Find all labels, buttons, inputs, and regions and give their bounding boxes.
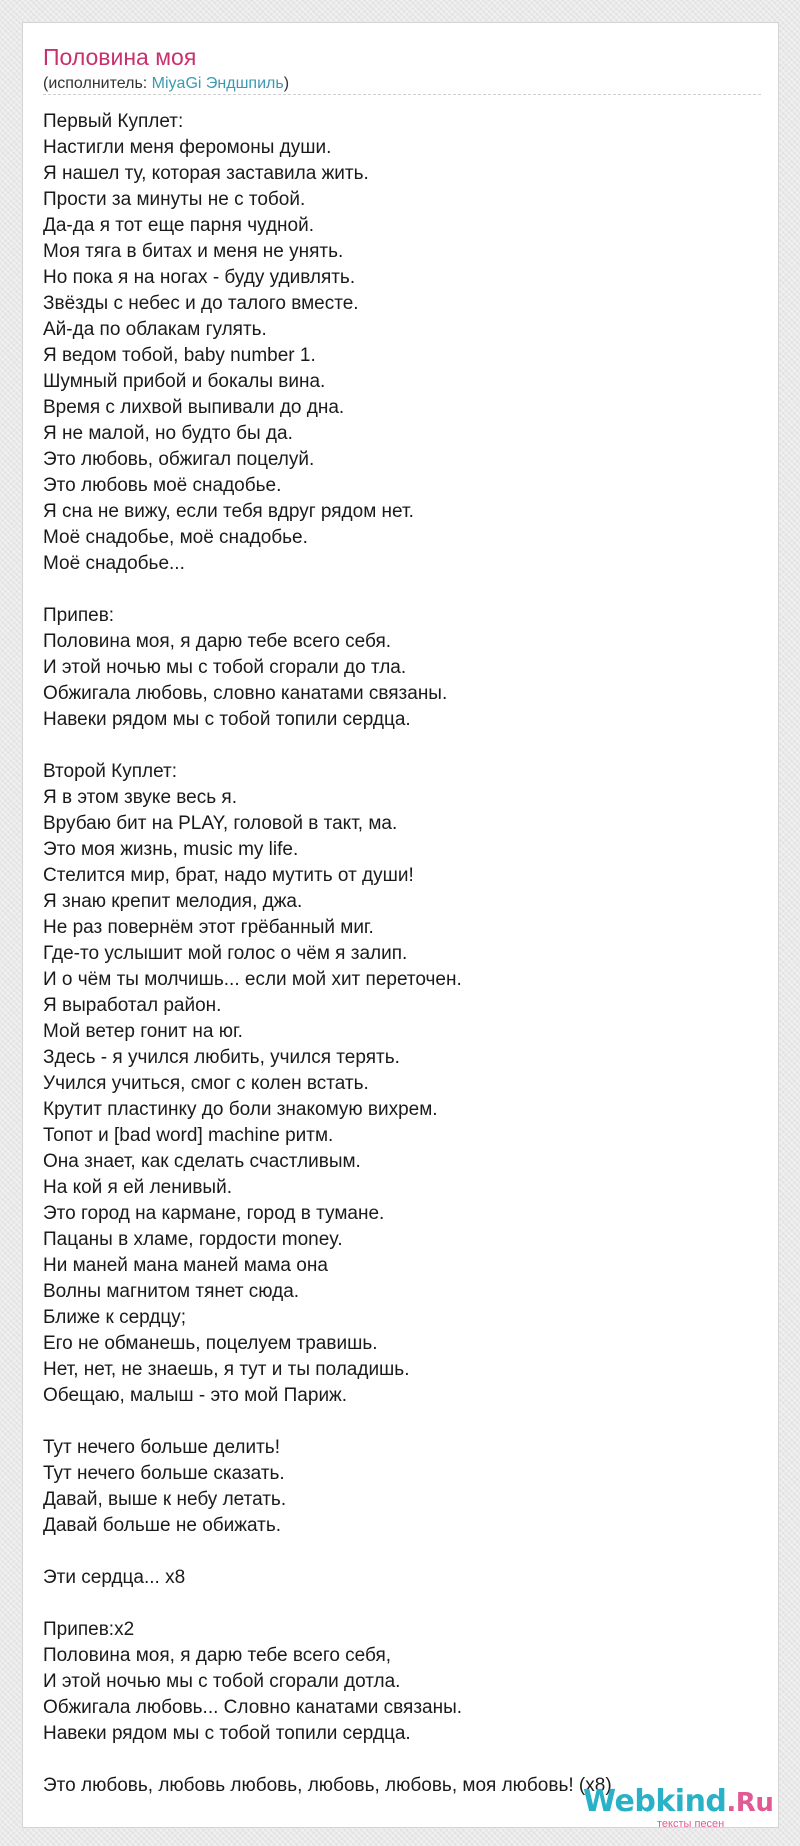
webkind-logo[interactable]: [583, 1784, 773, 1828]
lyric-line: Это любовь моё снадобье.: [43, 475, 282, 496]
lyric-line: Обжигала любовь, словно канатами связаны.: [43, 683, 448, 704]
performer-line: [43, 75, 289, 93]
lyric-line: Топот и [bad word] machine ритм.: [43, 1125, 334, 1146]
stanza-break: [43, 1539, 761, 1565]
stanza-break: [43, 1747, 761, 1773]
lyric-line: Но пока я на ногах - буду удивлять.: [43, 267, 356, 288]
lyric-line: Ближе к сердцу;: [43, 1307, 187, 1328]
lyric-line: Эти сердца... x8: [43, 1567, 186, 1588]
performer-suffix: ): [283, 75, 290, 92]
lyric-line: Прости за минуты не с тобой.: [43, 189, 306, 210]
lyric-line: Навеки рядом мы с тобой топили сердца.: [43, 1723, 411, 1744]
logo-tld: .Ru: [726, 1788, 774, 1818]
lyric-line: Ни маней мана маней мама она: [43, 1255, 328, 1276]
lyric-line: Тут нечего больше делить!: [43, 1437, 280, 1458]
lyric-line: Это моя жизнь, music my life.: [43, 839, 299, 860]
lyric-line: Пацаны в хламе, гордости money.: [43, 1229, 343, 1250]
logo-name: Webkind: [583, 1784, 727, 1819]
lyric-line: Я нашел ту, которая заставила жить.: [43, 163, 369, 184]
stanza-break: [43, 1591, 761, 1617]
lyric-line: Стелится мир, брат, надо мутить от души!: [43, 865, 414, 886]
lyric-line: Второй Куплет:: [43, 761, 177, 782]
lyric-line: Врубаю бит на PLAY, головой в такт, ма.: [43, 813, 398, 834]
lyric-line: Я выработал район.: [43, 995, 222, 1016]
lyric-line: Половина моя, я дарю тебе всего себя.: [43, 631, 392, 652]
lyric-line: Волны магнитом тянет сюда.: [43, 1281, 300, 1302]
lyrics-card: [22, 22, 779, 1828]
lyric-line: Моё снадобье...: [43, 553, 185, 574]
song-title: Половина моя: [43, 44, 197, 70]
lyric-line: Обещаю, малыш - это мой Париж.: [43, 1385, 348, 1406]
lyric-line: И о чём ты молчишь... если мой хит переточен.: [43, 969, 462, 990]
lyric-line: Ай-да по облакам гулять.: [43, 319, 267, 340]
lyric-line: Шумный прибой и бокалы вина.: [43, 371, 326, 392]
lyric-line: Мой ветер гонит на юг.: [43, 1021, 243, 1042]
lyric-line: На кой я ей ленивый.: [43, 1177, 232, 1198]
lyric-line: Моя тяга в битах и меня не унять.: [43, 241, 344, 262]
lyric-line: Да-да я тот еще парня чудной.: [43, 215, 315, 236]
lyric-line: Я ведом тобой, baby number 1.: [43, 345, 316, 366]
lyric-line: Его не обманешь, поцелуем травишь.: [43, 1333, 378, 1354]
lyric-line: Где-то услышит мой голос о чём я залип.: [43, 943, 408, 964]
logo-wordmark: [583, 1784, 773, 1819]
lyric-line: Здесь - я учился любить, учился терять.: [43, 1047, 400, 1068]
lyric-line: Крутит пластинку до боли знакомую вихрем.: [43, 1099, 438, 1120]
lyric-line: Я в этом звуке весь я.: [43, 787, 237, 808]
lyrics-text: [43, 109, 761, 1799]
lyric-line: Давай, выше к небу летать.: [43, 1489, 287, 1510]
lyric-line: Это город на кармане, город в тумане.: [43, 1203, 385, 1224]
lyric-line: Звёзды с небес и до талого вместе.: [43, 293, 359, 314]
lyric-line: И этой ночью мы с тобой сгорали до тла.: [43, 657, 407, 678]
lyric-line: Припев:x2: [43, 1619, 135, 1640]
lyric-line: Навеки рядом мы с тобой топили сердца.: [43, 709, 411, 730]
stanza-break: [43, 733, 761, 759]
lyric-line: Я знаю крепит мелодия, джа.: [43, 891, 303, 912]
performer-link[interactable]: MiyaGi Эндшпиль: [151, 75, 284, 92]
lyric-line: Припев:: [43, 605, 115, 626]
stanza-break: [43, 1409, 761, 1435]
lyric-line: Это любовь, любовь любовь, любовь, любовь, моя любовь! (x8): [43, 1775, 612, 1796]
lyric-line: Она знает, как сделать счастливым.: [43, 1151, 361, 1172]
lyric-line: Я сна не вижу, если тебя вдруг рядом нет.: [43, 501, 414, 522]
lyric-line: Тут нечего больше сказать.: [43, 1463, 285, 1484]
lyric-line: Половина моя, я дарю тебе всего себя,: [43, 1645, 392, 1666]
lyric-line: Первый Куплет:: [43, 111, 184, 132]
lyric-line: Я не малой, но будто бы да.: [43, 423, 293, 444]
lyric-line: Не раз повернём этот грёбанный миг.: [43, 917, 374, 938]
lyric-line: Обжигала любовь... Словно канатами связаны.: [43, 1697, 463, 1718]
lyric-line: Это любовь, обжигал поцелуй.: [43, 449, 315, 470]
lyric-line: Давай больше не обижать.: [43, 1515, 282, 1536]
lyric-line: Настигли меня феромоны души.: [43, 137, 332, 158]
performer-prefix: (исполнитель:: [43, 75, 152, 92]
stanza-break: [43, 577, 761, 603]
title-divider: [43, 94, 761, 95]
lyric-line: Нет, нет, не знаешь, я тут и ты поладишь.: [43, 1359, 410, 1380]
lyric-line: Моё снадобье, моё снадобье.: [43, 527, 308, 548]
logo-tagline: тексты песен: [657, 1818, 725, 1830]
lyric-line: Учился учиться, смог с колен встать.: [43, 1073, 369, 1094]
lyric-line: И этой ночью мы с тобой сгорали дотла.: [43, 1671, 401, 1692]
lyric-line: Время с лихвой выпивали до дна.: [43, 397, 345, 418]
